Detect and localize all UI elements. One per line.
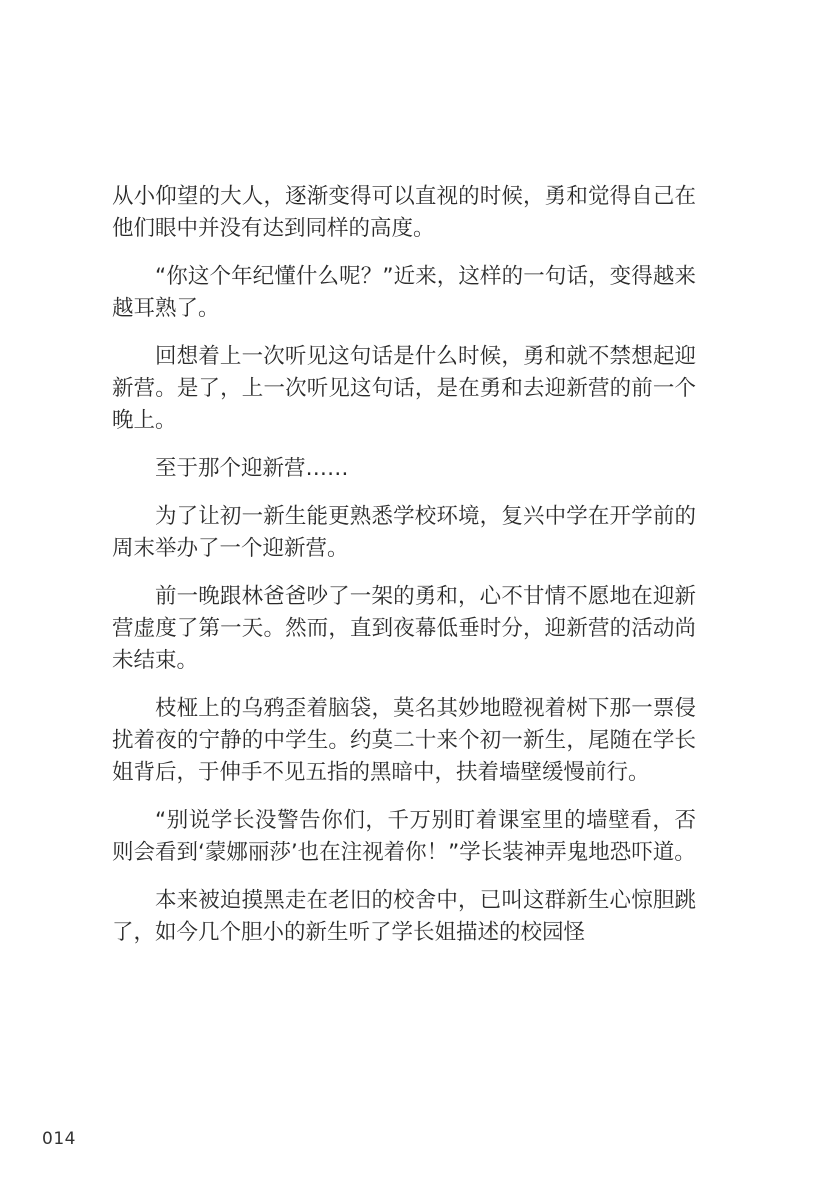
page-number: 014 <box>42 1129 76 1149</box>
paragraph-5: 为了让初一新生能更熟悉学校环境，复兴中学在开学前的周末举办了一个迎新营。 <box>112 504 696 561</box>
paragraph-7: 枝桠上的乌鸦歪着脑袋，莫名其妙地瞪视着树下那一票侵扰着夜的宁静的中学生。约莫二十来个初一新生，尾随在学长姐背后，于伸手不见五指的黑暗中，扶着墙壁缓慢前行。 <box>112 696 696 785</box>
paragraph-3: 回想着上一次听见这句话是什么时候，勇和就不禁想起迎新营。是了，上一次听见这句话，是在勇和去迎新营的前一个晚上。 <box>112 344 696 433</box>
paragraph-9: 本来被迫摸黑走在老旧的校舍中，已叫这群新生心惊胆跳了，如今几个胆小的新生听了学长姐描述的校园怪 <box>112 888 696 945</box>
paragraph-6: 前一晚跟林爸爸吵了一架的勇和，心不甘情不愿地在迎新营虚度了第一天。然而，直到夜幕低垂时分，迎新营的活动尚未结束。 <box>112 584 696 673</box>
paragraph-1: 从小仰望的大人，逐渐变得可以直视的时候，勇和觉得自己在他们眼中并没有达到同样的高度。 <box>112 184 696 241</box>
paragraph-2: “你这个年纪懂什么呢？”近来，这样的一句话，变得越来越耳熟了。 <box>112 264 696 321</box>
body-text <box>112 181 696 965</box>
paragraph-8: “别说学长没警告你们，千万别盯着课室里的墙壁看，否则会看到‘蒙娜丽莎’也在注视着你！”学长装神弄鬼地恐吓道。 <box>112 808 696 865</box>
paragraph-4: 至于那个迎新营…… <box>155 456 349 481</box>
